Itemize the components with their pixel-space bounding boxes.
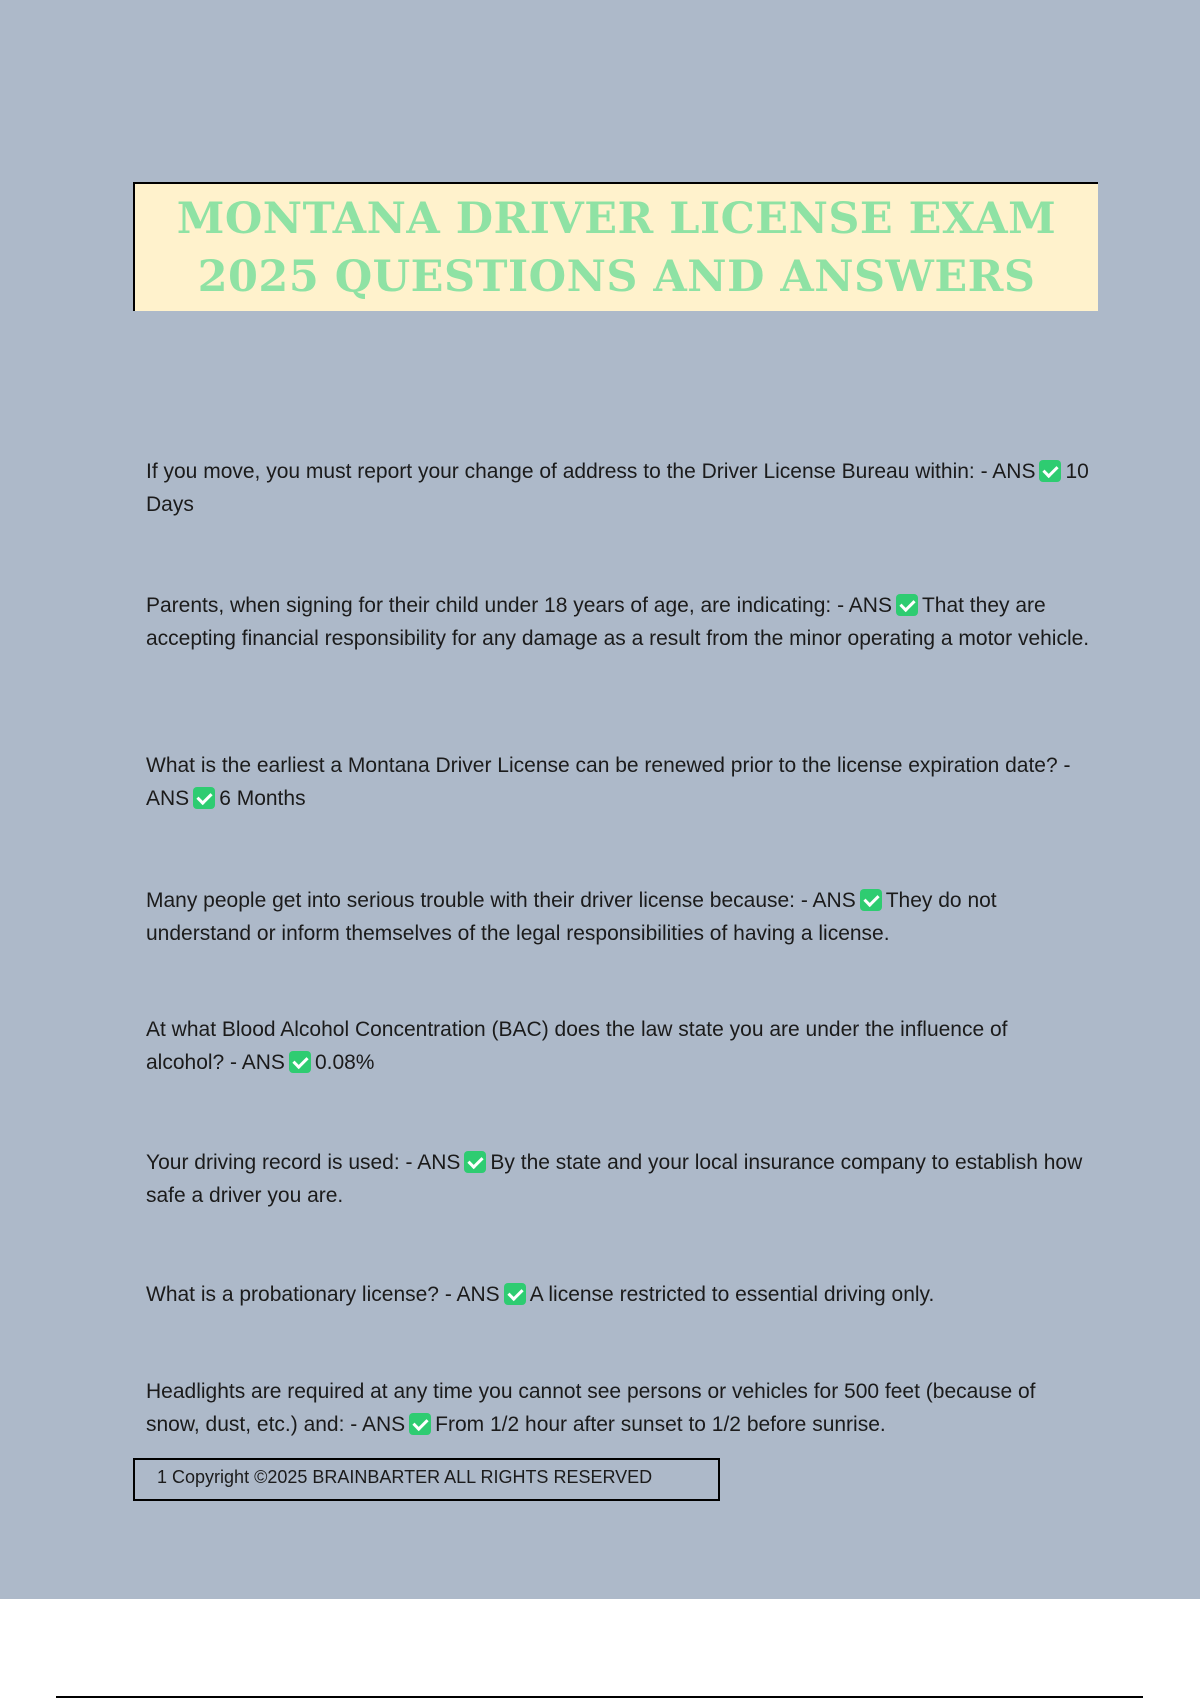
- title-line-1: MONTANA DRIVER LICENSE EXAM: [176, 193, 1057, 244]
- qa-item: [146, 455, 1091, 521]
- answer-text: That they are accepting financial responsibility for any damage as a result from the minor operating a motor vehicle.: [146, 594, 1090, 650]
- qa-item: [146, 1013, 1091, 1079]
- answer-marker: ANS: [456, 1283, 500, 1306]
- check-mark-icon: [193, 787, 215, 809]
- answer-text: By the state and your local insurance company to establish how safe a driver you are.: [146, 1151, 1083, 1207]
- answer-text: A license restricted to essential driving only.: [529, 1283, 935, 1306]
- footer-copyright-box: [133, 1458, 720, 1501]
- answer-text: 10 Days: [146, 460, 1089, 516]
- question-text: What is a probationary license? -: [146, 1283, 452, 1306]
- answer-text: 0.08%: [314, 1051, 375, 1074]
- qa-item: [146, 1278, 1091, 1311]
- check-mark-icon: [860, 889, 882, 911]
- check-mark-icon: [504, 1283, 526, 1305]
- answer-marker: ANS: [146, 787, 190, 810]
- answer-marker: ANS: [417, 1151, 461, 1174]
- answer-marker: ANS: [361, 1413, 406, 1436]
- question-text: Your driving record is used: -: [146, 1151, 413, 1174]
- question-text: Parents, when signing for their child under 18 years of age, are indicating: -: [146, 594, 845, 617]
- qa-item: [146, 589, 1091, 655]
- check-mark-icon: [464, 1151, 486, 1173]
- bottom-divider: [56, 1696, 1143, 1698]
- question-text: What is the earliest a Montana Driver License can be renewed prior to the license expiration date? -: [146, 754, 1071, 777]
- check-mark-icon: [1039, 460, 1061, 482]
- answer-marker: ANS: [812, 889, 856, 912]
- page-number: 1: [157, 1467, 168, 1487]
- title-banner: [133, 182, 1098, 311]
- question-text: Headlights are required at any time you cannot see persons or vehicles for 500 feet (because of snow, dust, etc.) and: -: [146, 1380, 1036, 1436]
- answer-text: They do not understand or inform themselves of the legal responsibilities of having a license.: [146, 889, 997, 945]
- answer-marker: ANS: [848, 594, 892, 617]
- answer-marker: ANS: [241, 1051, 285, 1074]
- copyright-text: Copyright ©2025 BRAINBARTER ALL RIGHTS RESERVED: [172, 1467, 653, 1487]
- title-line-2: 2025 QUESTIONS AND ANSWERS: [197, 251, 1036, 302]
- answer-text: 6 Months: [219, 787, 306, 810]
- question-text: If you move, you must report your change of address to the Driver License Bureau within: -: [146, 460, 988, 483]
- qa-item: [146, 1146, 1091, 1212]
- qa-item: [146, 884, 1091, 950]
- question-text: At what Blood Alcohol Concentration (BAC) does the law state you are under the influence of alcohol? -: [146, 1018, 1008, 1074]
- question-text: Many people get into serious trouble with their driver license because: -: [146, 889, 808, 912]
- answer-text: From 1/2 hour after sunset to 1/2 before sunrise.: [435, 1413, 886, 1436]
- check-mark-icon: [289, 1051, 311, 1073]
- answer-marker: ANS: [992, 460, 1036, 483]
- check-mark-icon: [409, 1413, 431, 1435]
- check-mark-icon: [896, 594, 918, 616]
- qa-item: [146, 749, 1091, 815]
- qa-item: [146, 1375, 1091, 1441]
